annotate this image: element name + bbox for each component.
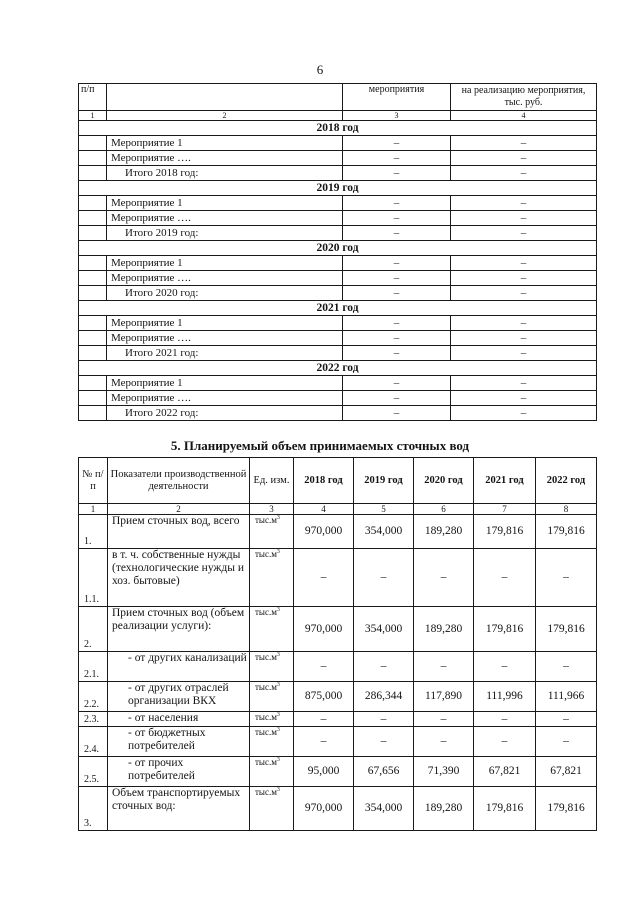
- year-value: 179,816: [474, 515, 536, 549]
- year-value: –: [414, 727, 474, 757]
- total-row: [79, 286, 597, 301]
- indicator-row: [79, 787, 597, 831]
- year-value: –: [414, 652, 474, 682]
- year-value: 71,390: [414, 757, 474, 787]
- total-label: Итого 2020 год:: [107, 286, 343, 301]
- activity-value: –: [343, 376, 451, 391]
- row-num: [79, 226, 107, 241]
- year-value: –: [414, 712, 474, 727]
- cost-value: –: [451, 271, 597, 286]
- year-value: –: [294, 652, 354, 682]
- activity-name: Мероприятие ….: [107, 271, 343, 286]
- year-value: –: [294, 549, 354, 607]
- activity-name: Мероприятие ….: [107, 391, 343, 406]
- unit-cell: [250, 549, 294, 607]
- activity-name: Мероприятие ….: [107, 151, 343, 166]
- activity-row: [79, 331, 597, 346]
- indicator-row: [79, 757, 597, 787]
- year-value: –: [354, 712, 414, 727]
- unit-label: тыс.м: [255, 652, 277, 662]
- row-num: [79, 256, 107, 271]
- header-year: 2018 год: [294, 458, 354, 504]
- activity-value: –: [343, 286, 451, 301]
- row-num: [79, 196, 107, 211]
- cost-value: –: [451, 316, 597, 331]
- year-heading: 2018 год: [79, 121, 597, 136]
- row-num: [79, 271, 107, 286]
- header-activities: мероприятия: [343, 84, 451, 111]
- indicator-name: Прием сточных вод (объем реализации услуги):: [108, 607, 250, 652]
- year-row: [79, 121, 597, 136]
- row-number: 1.: [79, 515, 108, 549]
- row-number: 2.2.: [79, 682, 108, 712]
- activity-row: [79, 256, 597, 271]
- total-label: Итого 2022 год:: [107, 406, 343, 421]
- indicator-row: [79, 682, 597, 712]
- year-value: –: [294, 712, 354, 727]
- unit-label: тыс.м: [255, 515, 277, 525]
- year-value: 286,344: [354, 682, 414, 712]
- activity-row: [79, 391, 597, 406]
- indicator-name: - от других канализаций: [108, 652, 250, 682]
- row-num: [79, 211, 107, 226]
- unit-label: тыс.м: [255, 549, 277, 559]
- column-number: 4: [451, 111, 597, 121]
- unit-superscript: 3: [276, 757, 280, 763]
- row-number: 2.5.: [79, 757, 108, 787]
- total-label: Итого 2021 год:: [107, 346, 343, 361]
- year-value: 111,966: [536, 682, 597, 712]
- row-number: 2.: [79, 607, 108, 652]
- year-value: –: [474, 549, 536, 607]
- unit-superscript: 3: [276, 607, 280, 613]
- activity-name: Мероприятие ….: [107, 331, 343, 346]
- header-year: 2021 год: [474, 458, 536, 504]
- year-value: –: [536, 727, 597, 757]
- year-value: –: [414, 549, 474, 607]
- year-value: –: [536, 652, 597, 682]
- row-num: [79, 346, 107, 361]
- row-num: [79, 136, 107, 151]
- year-value: –: [474, 727, 536, 757]
- activity-value: –: [343, 256, 451, 271]
- header-indicator: Показатели производственной деятельности: [108, 458, 250, 504]
- header-num: п/п: [79, 84, 107, 111]
- indicator-row: [79, 515, 597, 549]
- unit-cell: [250, 652, 294, 682]
- unit-label: тыс.м: [255, 607, 277, 617]
- cost-value: –: [451, 151, 597, 166]
- year-value: 970,000: [294, 787, 354, 831]
- cost-value: –: [451, 346, 597, 361]
- cost-value: –: [451, 211, 597, 226]
- activity-name: Мероприятие 1: [107, 376, 343, 391]
- indicator-name: - от населения: [108, 712, 250, 727]
- activity-name: Мероприятие 1: [107, 316, 343, 331]
- cost-value: –: [451, 226, 597, 241]
- activity-value: –: [343, 211, 451, 226]
- column-number: 6: [414, 504, 474, 515]
- cost-value: –: [451, 391, 597, 406]
- column-number: 2: [108, 504, 250, 515]
- year-value: 354,000: [354, 607, 414, 652]
- unit-cell: [250, 607, 294, 652]
- section-title: 5. Планируемый объем принимаемых сточных вод: [170, 438, 470, 453]
- row-num: [79, 166, 107, 181]
- year-value: –: [536, 712, 597, 727]
- column-numbers-row: [79, 111, 597, 121]
- year-value: –: [354, 727, 414, 757]
- unit-label: тыс.м: [255, 727, 277, 737]
- activities-table-header: [79, 84, 597, 111]
- unit-label: тыс.м: [255, 712, 277, 722]
- unit-cell: [250, 712, 294, 727]
- activity-value: –: [343, 331, 451, 346]
- row-number: 1.1.: [79, 549, 108, 607]
- indicator-name: в т. ч. собственные нужды (технологические нужды и хоз. бытовые): [108, 549, 250, 607]
- year-value: 179,816: [474, 787, 536, 831]
- indicator-name: - от прочих потребителей: [108, 757, 250, 787]
- unit-superscript: 3: [276, 787, 280, 793]
- year-value: 875,000: [294, 682, 354, 712]
- unit-cell: [250, 757, 294, 787]
- unit-superscript: 3: [276, 515, 280, 521]
- header-cost: на реализацию мероприятия, тыс. руб.: [451, 84, 597, 111]
- year-value: –: [354, 652, 414, 682]
- column-number: 1: [79, 504, 108, 515]
- activity-value: –: [343, 136, 451, 151]
- indicator-name: - от других отраслей организации ВКХ: [108, 682, 250, 712]
- year-value: 189,280: [414, 607, 474, 652]
- year-value: 179,816: [536, 787, 597, 831]
- year-value: 67,821: [474, 757, 536, 787]
- year-value: 95,000: [294, 757, 354, 787]
- activity-row: [79, 151, 597, 166]
- year-heading: 2022 год: [79, 361, 597, 376]
- indicator-row: [79, 607, 597, 652]
- header-unit: Ед. изм.: [250, 458, 294, 504]
- indicator-row: [79, 652, 597, 682]
- unit-cell: [250, 727, 294, 757]
- row-number: 2.3.: [79, 712, 108, 727]
- column-number: 1: [79, 111, 107, 121]
- activity-value: –: [343, 271, 451, 286]
- year-value: 970,000: [294, 607, 354, 652]
- header-name: [107, 84, 343, 111]
- year-row: [79, 181, 597, 196]
- activity-name: Мероприятие 1: [107, 136, 343, 151]
- unit-cell: [250, 515, 294, 549]
- total-label: Итого 2018 год:: [107, 166, 343, 181]
- activity-row: [79, 316, 597, 331]
- row-num: [79, 406, 107, 421]
- activity-name: Мероприятие 1: [107, 196, 343, 211]
- year-value: 189,280: [414, 515, 474, 549]
- column-number: 7: [474, 504, 536, 515]
- year-value: 179,816: [536, 607, 597, 652]
- year-value: 179,816: [474, 607, 536, 652]
- activity-row: [79, 136, 597, 151]
- header-num: № п/п: [79, 458, 108, 504]
- year-value: 67,656: [354, 757, 414, 787]
- year-value: 117,890: [414, 682, 474, 712]
- cost-value: –: [451, 406, 597, 421]
- total-row: [79, 166, 597, 181]
- total-row: [79, 346, 597, 361]
- year-value: 970,000: [294, 515, 354, 549]
- column-number: 4: [294, 504, 354, 515]
- indicator-row: [79, 712, 597, 727]
- row-num: [79, 286, 107, 301]
- cost-value: –: [451, 376, 597, 391]
- year-value: 179,816: [536, 515, 597, 549]
- year-value: 354,000: [354, 787, 414, 831]
- wastewater-table-header: [79, 458, 597, 504]
- activity-value: –: [343, 151, 451, 166]
- year-value: –: [474, 712, 536, 727]
- cost-value: –: [451, 196, 597, 211]
- column-numbers-row: [79, 504, 597, 515]
- header-year: 2019 год: [354, 458, 414, 504]
- cost-value: –: [451, 256, 597, 271]
- activity-value: –: [343, 346, 451, 361]
- indicator-row: [79, 727, 597, 757]
- row-number: 2.1.: [79, 652, 108, 682]
- row-number: 3.: [79, 787, 108, 831]
- unit-superscript: 3: [276, 712, 280, 718]
- activity-value: –: [343, 226, 451, 241]
- year-row: [79, 361, 597, 376]
- year-value: –: [536, 549, 597, 607]
- year-row: [79, 301, 597, 316]
- year-heading: 2019 год: [79, 181, 597, 196]
- activity-value: –: [343, 391, 451, 406]
- row-number: 2.4.: [79, 727, 108, 757]
- activity-name: Мероприятие ….: [107, 211, 343, 226]
- activity-name: Мероприятие 1: [107, 256, 343, 271]
- unit-superscript: 3: [276, 652, 280, 658]
- cost-value: –: [451, 331, 597, 346]
- indicator-name: Объем транспортируемых сточных вод:: [108, 787, 250, 831]
- year-value: –: [474, 652, 536, 682]
- header-year: 2020 год: [414, 458, 474, 504]
- activity-row: [79, 196, 597, 211]
- indicator-row: [79, 549, 597, 607]
- unit-cell: [250, 787, 294, 831]
- activity-row: [79, 376, 597, 391]
- activity-value: –: [343, 166, 451, 181]
- cost-value: –: [451, 166, 597, 181]
- unit-label: тыс.м: [255, 682, 277, 692]
- row-num: [79, 391, 107, 406]
- column-number: 3: [250, 504, 294, 515]
- column-number: 3: [343, 111, 451, 121]
- header-year: 2022 год: [536, 458, 597, 504]
- year-value: 67,821: [536, 757, 597, 787]
- column-number: 5: [354, 504, 414, 515]
- year-value: 354,000: [354, 515, 414, 549]
- row-num: [79, 331, 107, 346]
- activity-row: [79, 271, 597, 286]
- indicator-name: Прием сточных вод, всего: [108, 515, 250, 549]
- total-label: Итого 2019 год:: [107, 226, 343, 241]
- activities-table: [78, 83, 597, 421]
- row-num: [79, 151, 107, 166]
- unit-cell: [250, 682, 294, 712]
- total-row: [79, 226, 597, 241]
- unit-superscript: 3: [276, 682, 280, 688]
- row-num: [79, 316, 107, 331]
- cost-value: –: [451, 286, 597, 301]
- indicator-name: - от бюджетных потребителей: [108, 727, 250, 757]
- unit-label: тыс.м: [255, 757, 277, 767]
- activity-row: [79, 211, 597, 226]
- year-value: 111,996: [474, 682, 536, 712]
- activity-value: –: [343, 406, 451, 421]
- unit-label: тыс.м: [255, 787, 277, 797]
- total-row: [79, 406, 597, 421]
- cost-value: –: [451, 136, 597, 151]
- column-number: 8: [536, 504, 597, 515]
- year-value: –: [354, 549, 414, 607]
- year-row: [79, 241, 597, 256]
- activity-value: –: [343, 196, 451, 211]
- row-num: [79, 376, 107, 391]
- unit-superscript: 3: [276, 727, 280, 733]
- unit-superscript: 3: [276, 549, 280, 555]
- activity-value: –: [343, 316, 451, 331]
- year-value: –: [294, 727, 354, 757]
- year-value: 189,280: [414, 787, 474, 831]
- year-heading: 2021 год: [79, 301, 597, 316]
- wastewater-table: [78, 457, 597, 831]
- column-number: 2: [107, 111, 343, 121]
- page-number: 6: [316, 62, 324, 77]
- year-heading: 2020 год: [79, 241, 597, 256]
